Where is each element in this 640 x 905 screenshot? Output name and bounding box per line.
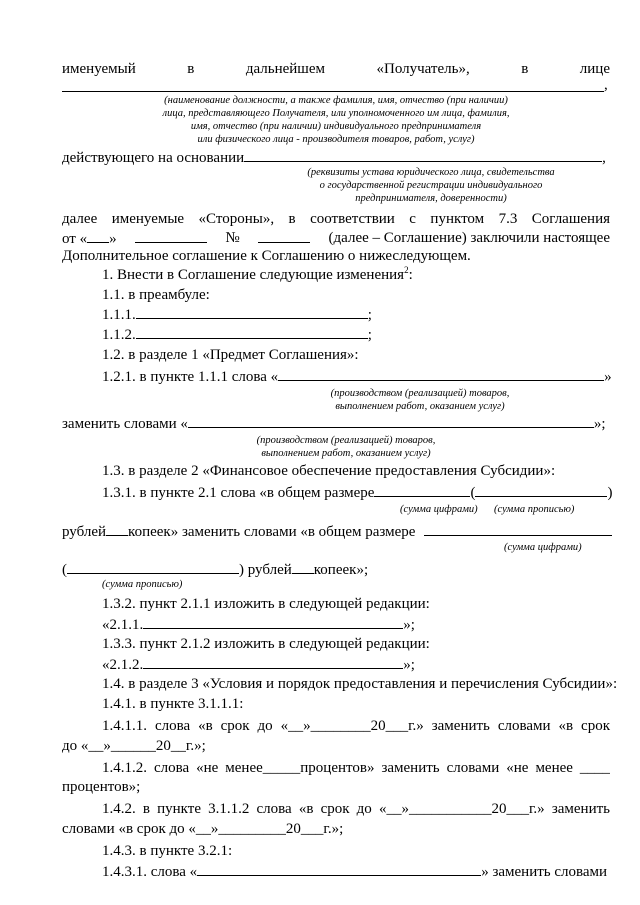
item-2-1-1 — [102, 615, 415, 634]
word: слова — [256, 801, 292, 817]
item-1-4: 1.4. в разделе 3 «Условия и порядок предоставления и перечисления Субсидии»: — [102, 676, 618, 692]
text: копеек» заменить словами «в общем размере — [128, 524, 416, 540]
item-1-1-2 — [102, 325, 372, 344]
blank-sum-words-2 — [67, 560, 239, 574]
word: 1.4.1.1. — [102, 718, 147, 734]
footnote-requisites-3: предпринимателя, доверенности) — [355, 193, 507, 204]
footnote-products-4: выполнением работ, оказанием услуг) — [261, 448, 431, 459]
text: (далее – Соглашение) заключили настоящее — [328, 230, 610, 246]
text: 1.1.2. — [102, 327, 136, 343]
text: »; — [403, 657, 415, 673]
line-rubley-1 — [62, 522, 415, 541]
word: в — [142, 801, 150, 817]
line-zamenit — [62, 414, 606, 433]
word: «не — [196, 760, 219, 776]
blank-line-representative — [62, 91, 604, 92]
text: 1.1.1. — [102, 307, 136, 323]
text: ; — [367, 327, 372, 343]
line-dop: Дополнительное соглашение к Соглашению о нижеследующем. — [62, 248, 471, 264]
word: ____ — [579, 760, 610, 776]
word: слова — [153, 760, 190, 776]
text: ; — [367, 307, 372, 323]
word: заменить — [551, 801, 610, 817]
date-group — [62, 229, 117, 248]
word: «в — [198, 718, 213, 734]
line-dalee — [62, 210, 610, 228]
footnote-requisites-2: о государственной регистрации индивидуального — [319, 180, 543, 191]
text: ) — [607, 485, 613, 501]
text: »; — [593, 416, 606, 432]
text: : — [408, 267, 413, 283]
word: 1.4.1.2. — [102, 760, 147, 776]
item-1-2-1 — [102, 367, 612, 386]
text: рублей — [62, 524, 107, 540]
item-1-4-1: 1.4.1. в пункте 3.1.1.1: — [102, 696, 244, 712]
blank-sum-digits — [374, 483, 470, 497]
item-1-4-1-2 — [102, 759, 610, 777]
number-sign: № — [225, 230, 240, 246]
item-1-3-2: 1.3.2. пункт 2.1.1 изложить в следующей редакции: — [102, 596, 430, 612]
text: 1. Внести в Соглашение следующие изменения — [102, 267, 405, 283]
footnote-representative-4: или физического лица - производителя товаров, работ, услуг) — [197, 134, 475, 145]
item-1-3-1 — [102, 483, 612, 502]
text: »; — [403, 617, 415, 633]
word: именуемый — [62, 61, 136, 77]
word: в — [521, 61, 529, 77]
item-1-4-2-cont: словами «в срок до «__»_________20___г.»; — [62, 821, 344, 837]
line-osnovanie — [62, 148, 606, 167]
text: 1.2.1. в пункте 1.1.1 слова « — [102, 369, 279, 385]
word: слова — [154, 718, 191, 734]
blank-2-1-1 — [143, 615, 403, 629]
item-1-4-1-1-cont: до «__»______20__г.»; — [62, 738, 206, 754]
footnote-products-3: (производством (реализацией) товаров, — [256, 435, 436, 446]
word: до — [257, 718, 273, 734]
word: словами — [497, 718, 551, 734]
word: пункте — [157, 801, 201, 817]
word: лице — [579, 61, 610, 77]
footnote-mark: 2 — [404, 265, 409, 275]
word: в — [187, 61, 195, 77]
line-rubley-2 — [62, 560, 368, 579]
comma: , — [602, 150, 606, 166]
blank-1-1-1 — [136, 305, 368, 319]
blank-1-1-2 — [136, 325, 368, 339]
word: заменить — [381, 760, 440, 776]
item-1-3: 1.3. в разделе 2 «Финансовое обеспечение предоставления Субсидии»: — [102, 463, 556, 479]
text: ) рублей — [239, 562, 292, 578]
word: «в — [558, 718, 574, 734]
footnote-representative-2: лица, представляющего Получателя, или уполномоченного им лица, фамилия, — [162, 108, 510, 119]
item-1-4-3: 1.4.3. в пункте 3.2.1: — [102, 843, 233, 859]
word: 7.3 — [498, 211, 518, 227]
footnote-representative-3: имя, отчество (при наличии) индивидуального предпринимателя — [190, 121, 482, 132]
blank-day — [87, 229, 109, 243]
footnote-representative-1: (наименование должности, а также фамилия, имя, отчество (при наличии) — [164, 95, 508, 106]
word: далее — [62, 211, 98, 227]
word: заменить — [431, 718, 490, 734]
text: » — [604, 369, 612, 385]
word: «в — [298, 801, 314, 817]
blank-kop — [106, 522, 128, 536]
word: Соглашения — [531, 211, 610, 227]
blank-sum-words — [475, 483, 607, 497]
word: пунктом — [430, 211, 485, 227]
footnote-sum-digits: (сумма цифрами) — [400, 504, 478, 515]
word: менее — [535, 760, 573, 776]
text: ( — [62, 562, 67, 578]
word: срок — [320, 801, 350, 817]
text: ( — [470, 485, 476, 501]
blank-2-1-2 — [143, 655, 403, 669]
text: заменить словами « — [62, 416, 188, 432]
item-1-4-2 — [102, 800, 610, 818]
word: «__»________20___г.» — [280, 718, 424, 734]
item-1-1-1 — [102, 305, 372, 324]
word: с — [409, 211, 416, 227]
footnote-requisites-1: (реквизиты устава юридического лица, свидетельства — [307, 167, 555, 178]
blank-osnovanie — [244, 148, 602, 162]
blank-number — [258, 229, 310, 243]
item-1-3-3: 1.3.3. пункт 2.1.2 изложить в следующей редакции: — [102, 636, 430, 652]
text: «2.1.2. — [102, 657, 144, 673]
word: «__»___________20___г.» — [378, 801, 545, 817]
text: копеек»; — [313, 562, 369, 578]
item-1-4-3-1 — [102, 862, 607, 881]
item-2-1-2 — [102, 655, 415, 674]
footnote-sum-words-2: (сумма прописью) — [102, 579, 183, 590]
text: 1.4.3.1. слова « — [102, 864, 198, 880]
blank-kop-2 — [292, 560, 314, 574]
line-ot — [62, 229, 610, 248]
word: срок — [220, 718, 250, 734]
blank-sum-digits-2 — [424, 535, 612, 536]
word: дальнейшем — [245, 61, 325, 77]
word: 3.1.1.2 — [208, 801, 250, 817]
blank-1-2-1 — [278, 367, 604, 381]
word: «Стороны», — [198, 211, 275, 227]
item-1-2: 1.2. в разделе 1 «Предмет Соглашения»: — [102, 347, 359, 363]
text: » — [109, 231, 117, 247]
word: «не — [506, 760, 529, 776]
item-1-1: 1.1. в преамбуле: — [102, 287, 210, 303]
footnote-products-1: (производством (реализацией) товаров, — [330, 388, 510, 399]
word: срок — [581, 718, 610, 734]
word: соответствии — [310, 211, 395, 227]
blank-1-4-3-1 — [197, 862, 481, 876]
text: » заменить словами — [481, 864, 608, 880]
line-imenuemy — [62, 60, 610, 78]
word: именуемые — [111, 211, 185, 227]
item-1-4-1-2-cont: процентов»; — [62, 779, 141, 795]
word: «Получатель», — [376, 61, 470, 77]
label-osnovanie: действующего на основании — [62, 150, 245, 166]
footnote-sum-words: (сумма прописью) — [494, 504, 575, 515]
comma: , — [604, 77, 608, 93]
word: в — [288, 211, 296, 227]
blank-zamenit — [188, 414, 594, 428]
blank-month — [135, 229, 207, 243]
text: «2.1.1. — [102, 617, 144, 633]
item-1-4-1-1 — [102, 717, 610, 735]
footnote-products-2: выполнением работ, оказанием услуг) — [335, 401, 505, 412]
word: 1.4.2. — [102, 801, 136, 817]
word: словами — [446, 760, 500, 776]
footnote-sum-digits-2: (сумма цифрами) — [504, 542, 582, 553]
text: от « — [62, 231, 88, 247]
text: 1.3.1. в пункте 2.1 слова «в общем размере — [102, 485, 375, 501]
item-1 — [102, 266, 413, 284]
word: менее_____процентов» — [225, 760, 375, 776]
word: до — [356, 801, 372, 817]
